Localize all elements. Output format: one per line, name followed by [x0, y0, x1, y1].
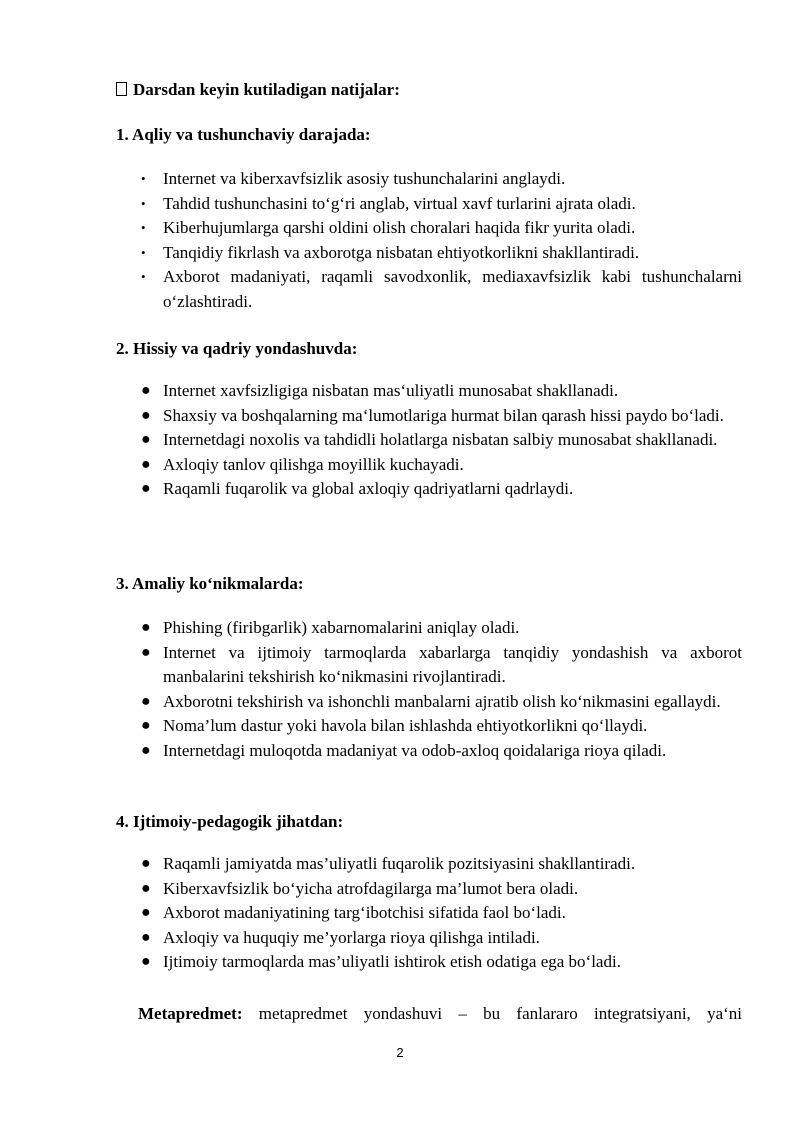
metapredmet-paragraph	[116, 1002, 742, 1026]
list-item	[116, 379, 742, 404]
list-item	[116, 453, 742, 478]
list-item	[116, 404, 742, 429]
list-item-text: Phishing (firibgarlik) xabarnomalarini aniqlay oladi.	[163, 618, 520, 637]
bullet-icon: ●	[141, 643, 151, 661]
bullet-icon: ●	[141, 953, 151, 971]
metapredmet-text: metapredmet yondashuvi – bu fanlararo integratsiyani, ya‘ni	[242, 1004, 742, 1023]
section-2-list	[116, 379, 742, 502]
list-item	[116, 852, 742, 877]
list-item	[116, 950, 742, 975]
list-item	[116, 877, 742, 902]
bullet-icon: ●	[141, 717, 151, 735]
section-3-list	[116, 616, 742, 764]
list-item-text: Internet va kiberxavfsizlik asosiy tushunchalarini anglaydi.	[163, 169, 566, 188]
list-item	[116, 926, 742, 951]
list-item-text: Kiberxavfsizlik bo‘yicha atrofdagilarga ma’lumot bera oladi.	[163, 878, 579, 898]
section-1-list	[116, 167, 742, 315]
section-4-heading: 4. Ijtimoiy-pedagogik jihatdan:	[116, 812, 344, 831]
list-item-text: Noma’lum dastur yoki havola bilan ishlashda ehtiyotkorlikni qo‘llaydi.	[163, 716, 648, 736]
list-item-text: Axborot madaniyatining targ‘ibotchisi sifatida faol bo‘ladi.	[163, 903, 566, 923]
page-number: 2	[396, 1045, 404, 1060]
bullet-icon: ●	[141, 928, 151, 946]
section-2-heading: 2. Hissiy va qadriy yondashuvda:	[116, 339, 358, 358]
list-item	[116, 216, 742, 241]
list-item	[116, 616, 742, 641]
bullet-icon: ●	[141, 431, 151, 449]
bullet-icon: ●	[141, 455, 151, 473]
results-heading	[116, 78, 742, 102]
list-item	[116, 241, 742, 266]
section-4-list	[116, 852, 742, 975]
list-item-text: Shaxsiy va boshqalarning ma‘lumotlariga hurmat bilan qarash hissi paydo bo‘ladi.	[163, 405, 724, 425]
metapredmet-label: Metapredmet:	[138, 1004, 243, 1023]
list-item-text: Internet va ijtimoiy tarmoqlarda xabarlarga tanqidiy yondashish va axborot manbalarini tekshirish ko‘nikmasini rivojlantiradi.	[163, 642, 742, 687]
list-item-text: Axborot madaniyati, raqamli savodxonlik, mediaxavfsizlik kabi tushunchalarni o‘zlashtiradi.	[163, 267, 742, 311]
list-item	[116, 477, 742, 502]
checkbox-icon	[116, 82, 127, 96]
bullet-icon: •	[141, 269, 146, 285]
list-item-text: Ijtimoiy tarmoqlarda mas’uliyatli ishtirok etish odatiga ega bo‘ladi.	[163, 952, 621, 972]
bullet-icon: •	[141, 244, 146, 260]
bullet-icon: •	[141, 171, 146, 186]
bullet-icon: ●	[141, 855, 151, 872]
list-item-text: Internetdagi noxolis va tahdidli holatlarga nisbatan salbiy munosabat shakllanadi.	[163, 430, 718, 450]
results-heading-text: Darsdan keyin kutiladigan natijalar:	[133, 80, 400, 99]
list-item	[116, 167, 742, 192]
bullet-icon: ●	[141, 619, 151, 636]
section-1-heading: 1. Aqliy va tushunchaviy darajada:	[116, 125, 371, 144]
list-item-text: Raqamli jamiyatda mas’uliyatli fuqarolik pozitsiyasini shakllantiradi.	[163, 854, 636, 873]
bullet-icon: ●	[141, 692, 151, 710]
list-item-text: Internet xavfsizligiga nisbatan mas‘uliyatli munosabat shakllanadi.	[163, 381, 619, 400]
bullet-icon: ●	[141, 904, 151, 922]
list-item-text: Tanqidiy fikrlash va axborotga nisbatan ehtiyotkorlikni shakllantiradi.	[163, 242, 640, 262]
list-item	[116, 714, 742, 739]
list-item	[116, 901, 742, 926]
list-item	[116, 192, 742, 217]
bullet-icon: ●	[141, 741, 151, 759]
bullet-icon: ●	[141, 382, 151, 399]
bullet-icon: ●	[141, 879, 151, 897]
bullet-icon: ●	[141, 406, 151, 424]
list-item	[116, 739, 742, 764]
list-item-text: Tahdid tushunchasini to‘g‘ri anglab, virtual xavf turlarini ajrata oladi.	[163, 193, 636, 213]
list-item	[116, 428, 742, 453]
list-item-text: Axloqiy va huquqiy me’yorlarga rioya qilishga intiladi.	[163, 927, 540, 947]
bullet-icon: •	[141, 195, 146, 211]
list-item-text: Kiberhujumlarga qarshi oldini olish choralari haqida fikr yurita oladi.	[163, 218, 636, 238]
bullet-icon: ●	[141, 480, 151, 498]
list-item-text: Axloqiy tanlov qilishga moyillik kuchayadi.	[163, 454, 464, 474]
list-item	[116, 641, 742, 690]
list-item-text: Axborotni tekshirish va ishonchli manbalarni ajratib olish ko‘nikmasini egallaydi.	[163, 691, 721, 711]
section-3-heading: 3. Amaliy ko‘nikmalarda:	[116, 574, 304, 593]
list-item	[116, 265, 742, 314]
bullet-icon: •	[141, 220, 146, 236]
list-item	[116, 690, 742, 715]
list-item-text: Internetdagi muloqotda madaniyat va odob-axloq qoidalariga rioya qiladi.	[163, 740, 667, 760]
list-item-text: Raqamli fuqarolik va global axloqiy qadriyatlarni qadrlaydi.	[163, 479, 574, 499]
